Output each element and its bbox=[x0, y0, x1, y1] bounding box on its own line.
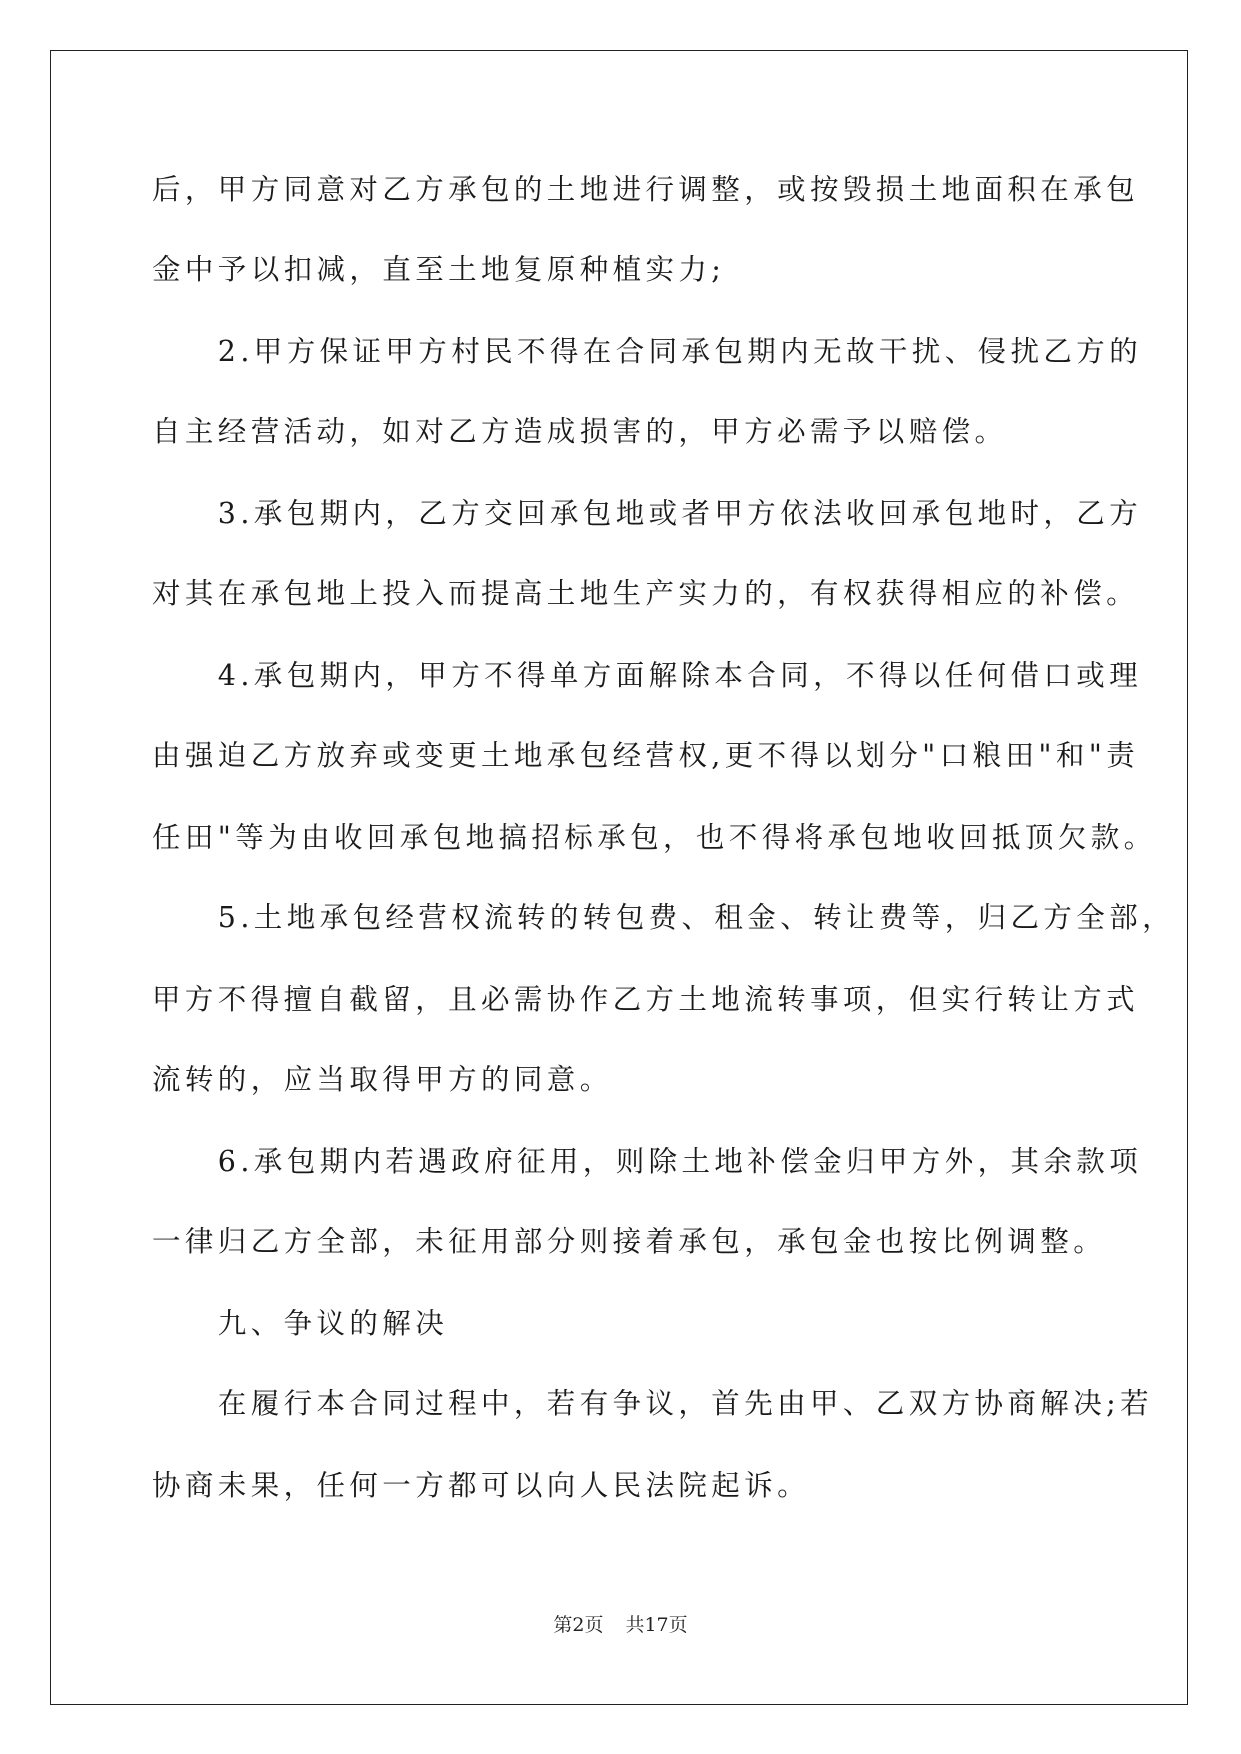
text-line: 协商未果，任何一方都可以向人民法院起诉。 bbox=[152, 1469, 811, 1502]
text-line: 后，甲方同意对乙方承包的土地进行调整，或按毁损土地面积在承包 bbox=[152, 173, 1140, 206]
page-footer bbox=[0, 1612, 1241, 1638]
text-line: 由强迫乙方放弃或变更土地承包经营权,更不得以划分"口粮田"和"责 bbox=[152, 739, 1140, 772]
text-line: 3.承包期内，乙方交回承包地或者甲方依法收回承包地时，乙方 bbox=[152, 497, 1143, 530]
text-line: 甲方不得擅自截留，且必需协作乙方土地流转事项，但实行转让方式 bbox=[152, 983, 1140, 1016]
text-line: 5.土地承包经营权流转的转包费、租金、转让费等，归乙方全部， bbox=[152, 901, 1175, 934]
page-number: 第2页 bbox=[553, 1614, 604, 1636]
page-total: 共17页 bbox=[625, 1614, 688, 1636]
page-border bbox=[50, 50, 1188, 1705]
text-line: 任田"等为由收回承包地搞招标承包，也不得将承包地收回抵顶欠款。 bbox=[152, 821, 1157, 854]
text-line: 自主经营活动，如对乙方造成损害的，甲方必需予以赔偿。 bbox=[152, 415, 1008, 448]
text-line: 一律归乙方全部，未征用部分则接着承包，承包金也按比例调整。 bbox=[152, 1225, 1107, 1258]
text-line: 6.承包期内若遇政府征用，则除土地补偿金归甲方外，其余款项 bbox=[152, 1145, 1143, 1178]
text-line: 4.承包期内，甲方不得单方面解除本合同，不得以任何借口或理 bbox=[152, 659, 1143, 692]
section-heading: 九、争议的解决 bbox=[152, 1307, 449, 1340]
text-line: 金中予以扣减，直至土地复原种植实力; bbox=[152, 253, 726, 286]
text-line: 2.甲方保证甲方村民不得在合同承包期内无故干扰、侵扰乙方的 bbox=[152, 335, 1143, 368]
text-line: 在履行本合同过程中，若有争议，首先由甲、乙双方协商解决;若 bbox=[152, 1387, 1154, 1420]
text-line: 对其在承包地上投入而提高土地生产实力的，有权获得相应的补偿。 bbox=[152, 577, 1140, 610]
text-line: 流转的，应当取得甲方的同意。 bbox=[152, 1063, 613, 1096]
